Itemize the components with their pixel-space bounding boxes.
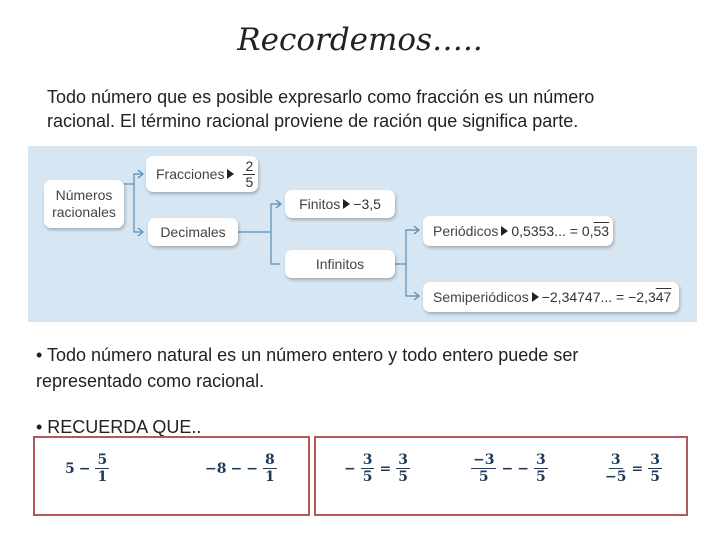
example-4: $\frac{-3}{5}$ − − $\frac{3}{5}$ xyxy=(473,452,546,485)
examples-box-left xyxy=(33,436,310,516)
example-5: $\frac{3}{-5}$ = $\frac{3}{5}$ xyxy=(605,452,660,485)
pointer-triangle-icon xyxy=(532,292,539,302)
finitos-label: Finitos xyxy=(299,196,341,212)
intro-paragraph: Todo número que es posible expresarlo como fracción es un número racional. El término racional proviene de ración que significa parte. xyxy=(47,87,595,131)
examples-box-right xyxy=(314,436,688,516)
fracciones-fraction: $\frac{2}{5}$ xyxy=(245,157,254,190)
root-label-line1: Números xyxy=(55,187,113,203)
periodicos-value: 0,5353... = 0, xyxy=(511,223,594,239)
example-1: 5 − $\frac{5}{1}$ xyxy=(65,452,108,485)
semiperiodicos-period: 47 xyxy=(655,289,672,305)
semiperiodicos-value: −2,34747... = −2,3 xyxy=(541,289,656,305)
decimales-label: Decimales xyxy=(160,224,226,240)
root-box xyxy=(44,180,124,228)
example-2: −8 − − $\frac{8}{1}$ xyxy=(205,452,275,485)
connector-root xyxy=(124,174,142,232)
rational-numbers-diagram xyxy=(28,146,697,322)
pointer-triangle-icon xyxy=(343,199,350,209)
decimales-box xyxy=(148,218,238,246)
connector-decimales xyxy=(238,204,280,264)
finitos-value: −3,5 xyxy=(353,196,381,212)
pointer-triangle-icon xyxy=(227,169,234,179)
example-3: − $\frac{3}{5}$ = $\frac{3}{5}$ xyxy=(344,452,408,485)
periodicos-period: 53 xyxy=(593,223,610,239)
page-title: Recordemos….. xyxy=(237,22,483,58)
root-label-line2: racionales xyxy=(52,204,116,220)
bullet-recuerda: • RECUERDA QUE.. xyxy=(36,417,202,437)
infinitos-label: Infinitos xyxy=(315,256,365,272)
infinitos-box xyxy=(285,250,395,278)
periodicos-label: Periódicos xyxy=(433,223,499,239)
connector-infinitos xyxy=(395,230,418,296)
periodicos-box xyxy=(423,216,613,246)
fracciones-box xyxy=(146,156,258,192)
pointer-triangle-icon xyxy=(501,226,508,236)
semiperiodicos-box xyxy=(423,282,679,312)
finitos-box xyxy=(285,190,395,218)
semiperiodicos-label: Semiperiódicos xyxy=(433,289,529,305)
fracciones-label: Fracciones xyxy=(156,166,225,182)
bullet-natural-numbers: • Todo número natural es un número entero y todo entero puede ser representado como racional. xyxy=(36,345,579,391)
